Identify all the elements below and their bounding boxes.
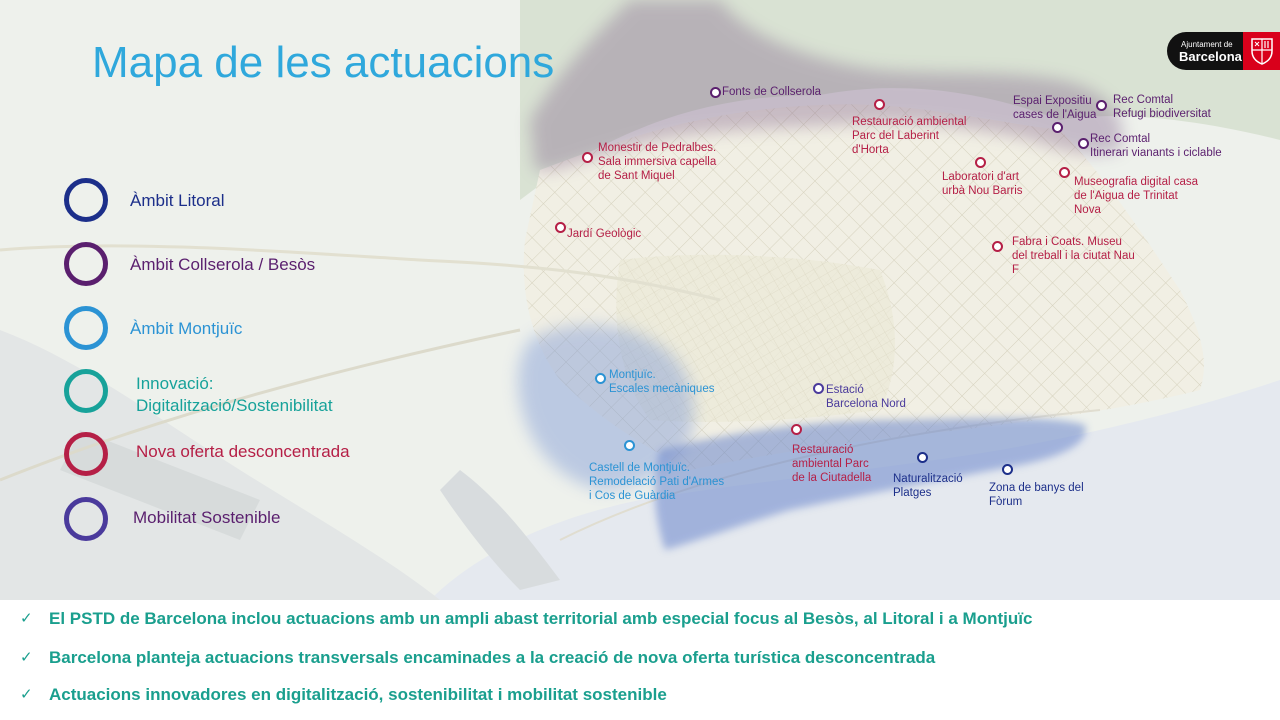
label-line: del treball i la ciutat Nau [1012,250,1135,262]
ring-innovacio-icon [64,369,108,413]
label-castell [589,461,724,503]
label-line: i Cos de Guàrdia [589,490,676,502]
label-rec-comtal-itinerari [1090,132,1222,160]
label-line: de Sant Miquel [598,170,675,182]
label-line: Itinerari vianants i ciclable [1090,147,1222,159]
checkmark-icon: ✓ [20,610,33,627]
label-line: Escales mecàniques [609,383,715,395]
label-line: Rec Comtal [1090,133,1151,145]
marker-castell[interactable] [624,440,635,451]
label-line: Fabra i Coats. Museu [1012,236,1122,248]
legend-label-innovacio-line2: Digitalització/Sostenibilitat [136,396,333,415]
label-espai-expositiu [1013,94,1096,122]
marker-ciutadella[interactable] [791,424,802,435]
label-fonts-collserola: Fonts de Collserola [722,86,822,98]
marker-espai-expositiu[interactable] [1052,122,1063,133]
checkmark-icon: ✓ [20,649,33,666]
bullet-text: El PSTD de Barcelona inclou actuacions amb un ampli abast territorial amb especial focus al Besòs, al Litoral i a Montjuïc [49,609,1033,628]
label-line: de la Ciutadella [792,472,872,484]
label-museografia [1074,175,1198,217]
marker-montjuic-escales[interactable] [595,373,606,384]
page-title: Mapa de les actuacions [92,38,555,87]
marker-museografia[interactable] [1059,167,1070,178]
logo-line-1: Ajuntament de [1181,40,1233,49]
marker-fabra-coats[interactable] [992,241,1003,252]
label-line: Castell de Montjuïc. [589,462,690,474]
label-line: Barcelona Nord [826,398,906,410]
label-line: d'Horta [852,144,889,156]
marker-fonts-collserola[interactable] [710,87,721,98]
logo-line-2: Barcelona [1179,49,1242,64]
barcelona-logo [1167,32,1280,70]
label-line: Platges [893,487,932,499]
label-fabra-coats [1012,235,1135,277]
label-platges [893,472,963,500]
legend-label-mobilitat: Mobilitat Sostenible [133,508,281,527]
ring-nova-oferta-icon [64,432,108,476]
label-line: Laboratori d'art [942,171,1019,183]
marker-forum[interactable] [1002,464,1013,475]
label-line: Espai Expositiu [1013,95,1092,107]
label-line: Museografia digital casa [1074,176,1199,188]
label-line: Rec Comtal [1113,94,1174,106]
legend-label-montjuic: Àmbit Montjuïc [130,319,243,338]
label-line: Refugi biodiversitat [1113,108,1211,120]
label-rec-comtal-refugi [1113,93,1211,121]
label-line: Montjuïc. [609,369,656,381]
label-line: de l'Aigua de Trinitat [1074,190,1178,202]
label-line: Estació [826,384,864,396]
marker-jardi-geologic[interactable] [555,222,566,233]
bullet-text: Actuacions innovadores en digitalització, sostenibilitat i mobilitat sostenible [49,685,667,704]
legend-label-collserola: Àmbit Collserola / Besòs [130,255,316,274]
label-line: Restauració ambiental [852,116,967,128]
label-line: Restauració [792,444,854,456]
coat-of-arms-icon [1243,32,1280,70]
legend-label-litoral: Àmbit Litoral [130,191,225,210]
label-line: F [1012,264,1020,276]
label-line: ambiental Parc [792,458,869,470]
marker-estacio-nord[interactable] [813,383,824,394]
ring-mobilitat-icon [64,497,108,541]
marker-laboratori[interactable] [975,157,986,168]
label-line: cases de l'Aigua [1013,109,1097,121]
label-forum [989,481,1084,509]
label-line: Fòrum [989,496,1023,508]
ring-montjuic-icon [64,306,108,350]
ring-litoral-icon [64,178,108,222]
label-line: Parc del Laberint [852,130,939,142]
label-ciutadella [792,443,871,485]
marker-platges[interactable] [917,452,928,463]
label-montjuic-escales [609,368,714,396]
label-laboratori [942,170,1023,198]
marker-monestir[interactable] [582,152,593,163]
label-line: Monestir de Pedralbes. [598,142,717,154]
label-estacio-nord [826,383,906,411]
label-line: Zona de banys del [989,482,1084,494]
label-line: Naturalització [893,473,963,485]
summary-bullets [0,600,1280,720]
bullet-text: Barcelona planteja actuacions transversals encaminades a la creació de nova oferta turística desconcentrada [49,648,936,667]
label-jardi-geologic: Jardí Geològic [567,228,642,240]
legend-label-nova-oferta: Nova oferta desconcentrada [136,442,350,461]
ring-collserola-icon [64,242,108,286]
checkmark-icon: ✓ [20,686,33,703]
label-line: Remodelació Pati d'Armes [589,476,725,488]
marker-rec-comtal-refugi[interactable] [1096,100,1107,111]
marker-rec-comtal-itinerari[interactable] [1078,138,1089,149]
label-laberint [852,115,966,157]
label-monestir [598,141,716,183]
label-line: Nova [1074,204,1101,216]
label-line: Sala immersiva capella [598,156,717,168]
label-line: urbà Nou Barris [942,185,1023,197]
marker-laberint[interactable] [874,99,885,110]
legend-label-innovacio-line1: Innovació: [136,374,214,393]
